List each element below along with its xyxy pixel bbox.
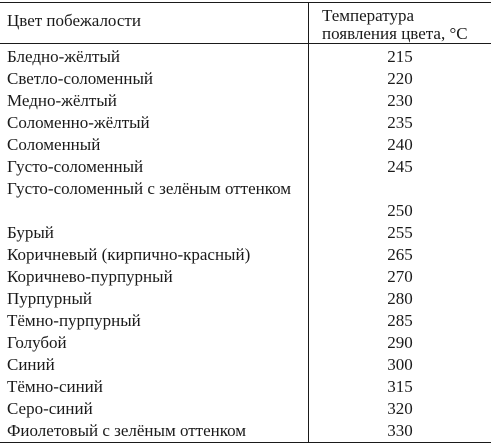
color-column (0, 44, 309, 442)
table-cell-color: Серо-синий (7, 399, 93, 418)
table-cell-temp: 255 (387, 223, 413, 242)
table-cell-temp: 315 (387, 377, 413, 396)
table-cell-temp: 290 (387, 333, 413, 352)
table-cell-temp: 215 (387, 47, 413, 66)
table-cell-color: Коричневый (кирпично-красный) (7, 245, 251, 264)
table-cell-temp: 220 (387, 69, 413, 88)
table-cell-color: Тёмно-пурпурный (7, 311, 141, 330)
table-cell-color: Коричнево-пурпурный (7, 267, 173, 286)
table-cell-color: Синий (7, 355, 55, 374)
table-cell-color: Густо-соломенный (7, 157, 144, 176)
table-cell-temp: 285 (387, 311, 413, 330)
table-cell-color: Соломенный (7, 135, 101, 154)
table-cell-temp: 240 (387, 135, 413, 154)
table-cell-color: Бурый (7, 223, 54, 242)
table-cell-color: Густо-соломенный с зелёным оттенком (7, 179, 292, 198)
temper-color-table (0, 2, 491, 443)
temperature-column (309, 44, 491, 442)
table-cell-temp: 280 (387, 289, 413, 308)
table-cell-temp-value: 250 (387, 201, 413, 220)
table-cell-temp: 230 (387, 91, 413, 110)
table-cell-temp: 330 (387, 421, 413, 440)
table-header (0, 3, 491, 44)
table-cell-temp: 235 (387, 113, 413, 132)
table-cell-temp (309, 178, 491, 222)
header-temperature-line2: появления цвета, °С (322, 24, 468, 43)
table-cell-color: Бледно-жёлтый (7, 47, 120, 66)
header-temperature (309, 3, 491, 43)
table-cell-color: Тёмно-синий (7, 377, 103, 396)
table-cell-color: Фиолетовый с зелёным оттенком (7, 421, 247, 440)
table-cell-temp: 320 (387, 399, 413, 418)
table-cell-temp: 300 (387, 355, 413, 374)
table-cell-color: Соломенно-жёлтый (7, 113, 150, 132)
table-cell-color: Медно-жёлтый (7, 91, 117, 110)
table-cell-color: Пурпурный (7, 289, 92, 308)
table-cell-temp: 265 (387, 245, 413, 264)
table-cell-temp: 270 (387, 267, 413, 286)
header-temperature-line1: Температура (322, 6, 415, 25)
table-cell-color: Светло-соломенный (7, 69, 153, 88)
table-cell-color: Голубой (7, 333, 67, 352)
header-color: Цвет побежалости (0, 3, 309, 43)
table-cell-temp: 245 (387, 157, 413, 176)
table-body (0, 44, 491, 442)
